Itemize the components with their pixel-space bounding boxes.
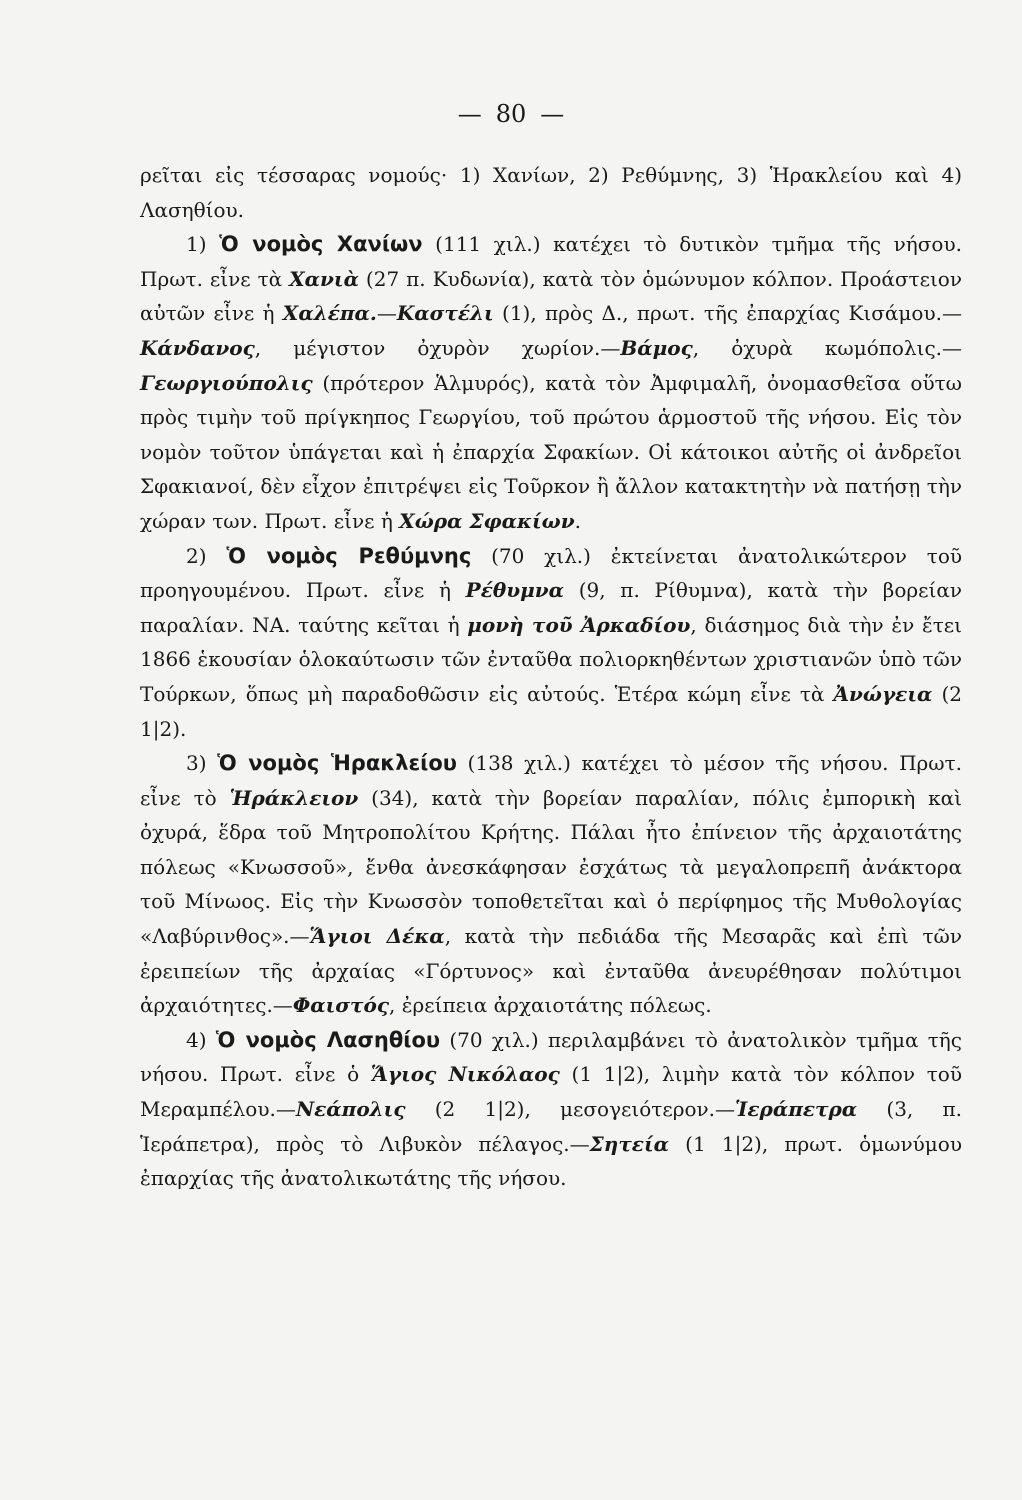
text-run: — (376, 301, 397, 326)
place-name: μονὴ τοῦ Ἀρκαδίου (467, 612, 691, 637)
text-run: (πρότερον Ἁλμυρός), κατὰ τὸν Ἀμφιμαλῆ, ὀνομασθεῖσα οὕτω πρὸς τιμὴν τοῦ πρίγκηπος Γεωργίου, τοῦ πρώτου ἁρμοστοῦ τῆς νήσου. Εἰς τὸν νομὸν τοῦτον ὑπάγεται καὶ ἡ ἐπαρχία Σφακίων. Οἱ κάτοικοι αὐτῆς οἱ ἀνδρεῖοι Σφακιανοί, δὲν εἶχον ἐπιτρέψει εἰς Τοῦρκον ἢ ἄλλον κατακτητὴν νὰ πατήσῃ τὴν χώραν των. Πρωτ. εἶνε ἡ (140, 370, 962, 533)
text-run: (70 χιλ.) ἐκτείνεται ἀνατολικώτερον τοῦ προηγουμένου. Πρωτ. εἶνε ἡ (140, 543, 963, 603)
list-number: 4) (186, 1027, 216, 1052)
text-run: (27 π. Κυδωνία), κατὰ τὸν ὁμώνυμον κόλπον. Προάστειον αὐτῶν εἶνε ἡ (140, 266, 962, 326)
paragraph-chania (140, 227, 962, 538)
text-run: , ὀχυρὰ κωμόπολις.— (692, 335, 963, 360)
page-number-value: 80 (495, 100, 527, 128)
place-name: Νεάπολις (295, 1097, 406, 1122)
text-run: (3, π. Ἱεράπετρα), πρὸς τὸ Λιβυκὸν πέλαγος.— (140, 1097, 963, 1156)
place-name: Κάνδανος (140, 335, 255, 360)
text-run: (1 1|2), λιμὴν κατὰ τὸν κόλπον τοῦ Μεραμπέλου.— (140, 1062, 962, 1122)
text-run: . (574, 508, 581, 533)
paragraph-rethymno (140, 539, 962, 747)
page-number-dash-right: — (540, 100, 565, 128)
paragraph-heraklion (140, 746, 962, 1023)
place-name: Χώρα Σφακίων (399, 508, 575, 533)
place-name: Ἡράκλειον (229, 785, 359, 810)
section-heading: Ὁ νομὸς Ἡρακλείου (217, 751, 457, 776)
place-name: Χαλέπα. (282, 301, 377, 326)
list-number: 1) (186, 232, 220, 257)
place-name: Ἀνώγεια (833, 681, 933, 706)
text-run: (1), πρὸς Δ., πρωτ. τῆς ἐπαρχίας Κισάμου.— (493, 301, 962, 326)
text-run: (9, π. Ρίθυμνα), κατὰ τὴν βορείαν παραλίαν. ΝΑ. ταύτης κεῖται ἡ (140, 578, 962, 637)
intro-text: ρεῖται εἰς τέσσαρας νομούς· 1) Χανίων, 2) Ρεθύμνης, 3) Ἡρακλείου καὶ 4) Λασηθίου. (140, 163, 962, 222)
page-number-dash-left: — (457, 100, 482, 128)
text-run: (34), κατὰ τὴν βορείαν παραλίαν, πόλις ἐμπορικὴ καὶ ὀχυρά, ἕδρα τοῦ Μητροπολίτου Κρήτης. Πάλαι ἦτο ἐπίνειον τῆς ἀρχαιοτάτης πόλεως «Κνωσσοῦ», ἔνθα ἀνεσκάφησαν ἐσχάτως τὰ μεγαλοπρεπῆ ἀνάκτορα τοῦ Μίνωος. Εἰς τὴν Κνωσσὸν τοποθετεῖται καὶ ὁ περίφημος τῆς Μυθολογίας «Λαβύρινθος».— (140, 785, 962, 949)
place-name: Γεωργιούπολις (140, 370, 313, 395)
text-run: (70 χιλ.) περιλαμβάνει τὸ ἀνατολικὸν τμῆμα τῆς νήσου. Πρωτ. εἶνε ὁ (140, 1027, 962, 1087)
body-text (140, 158, 962, 1196)
text-run: (2 1|2). (140, 681, 963, 741)
section-heading: Ὁ νομὸς Ρεθύμνης (226, 543, 472, 568)
section-heading: Ὁ νομὸς Χανίων (219, 232, 423, 257)
section-heading: Ὁ νομὸς Λασηθίου (215, 1027, 441, 1052)
paragraph-intro (140, 158, 962, 227)
paragraph-lasithi (140, 1023, 962, 1196)
place-name: Βάμος (620, 335, 693, 360)
text-run: (2 1|2), μεσογειότερον.— (405, 1097, 736, 1122)
list-number: 2) (186, 543, 227, 568)
text-run: , ἐρείπεια ἀρχαιοτάτης πόλεως. (389, 993, 712, 1018)
place-name: Ἅγιος Νικόλαος (370, 1062, 560, 1087)
text-run: (1 1|2), πρωτ. ὁμωνύμου ἐπαρχίας τῆς ἀνατολικωτάτης τῆς νήσου. (140, 1131, 962, 1191)
place-name: Καστέλι (396, 301, 494, 326)
text-run: , μέγιστον ὀχυρὸν χωρίον.— (254, 335, 621, 360)
text-run: , κατὰ τὴν πεδιάδα τῆς Μεσαρᾶς καὶ ἐπὶ τῶν ἐρειπείων τῆς ἀρχαίας «Γόρτυνος» καὶ ἐνταῦθα ἀνευρέθησαν πολύτιμοι ἀρχαιότητες.— (140, 924, 962, 1018)
text-run: (111 χιλ.) κατέχει τὸ δυτικὸν τμῆμα τῆς νήσου. Πρωτ. εἶνε τὰ (140, 232, 962, 291)
place-name: Χανιὰ (289, 266, 359, 291)
place-name: Ρέθυμνα (465, 578, 564, 603)
place-name: Ἱεράπετρα (735, 1097, 858, 1122)
page-number (0, 100, 1022, 128)
list-number: 3) (186, 751, 218, 776)
text-run: , διάσημος διὰ τὴν ἐν ἔτει 1866 ἑκουσίαν ὁλοκαύτωσιν τῶν ἐνταῦθα πολιορκηθέντων χριστιανῶν ὑπὸ τῶν Τούρκων, ὅπως μὴ παραδοθῶσιν εἰς αὐτούς. Ἑτέρα κώμη εἶνε τὰ (140, 612, 962, 706)
place-name: Ἅγιοι Δέκα (309, 924, 445, 949)
text-run: (138 χιλ.) κατέχει τὸ μέσον τῆς νήσου. Πρωτ. εἶνε τὸ (140, 751, 962, 810)
place-name: Φαιστός (292, 993, 390, 1018)
place-name: Σητεία (589, 1131, 670, 1156)
